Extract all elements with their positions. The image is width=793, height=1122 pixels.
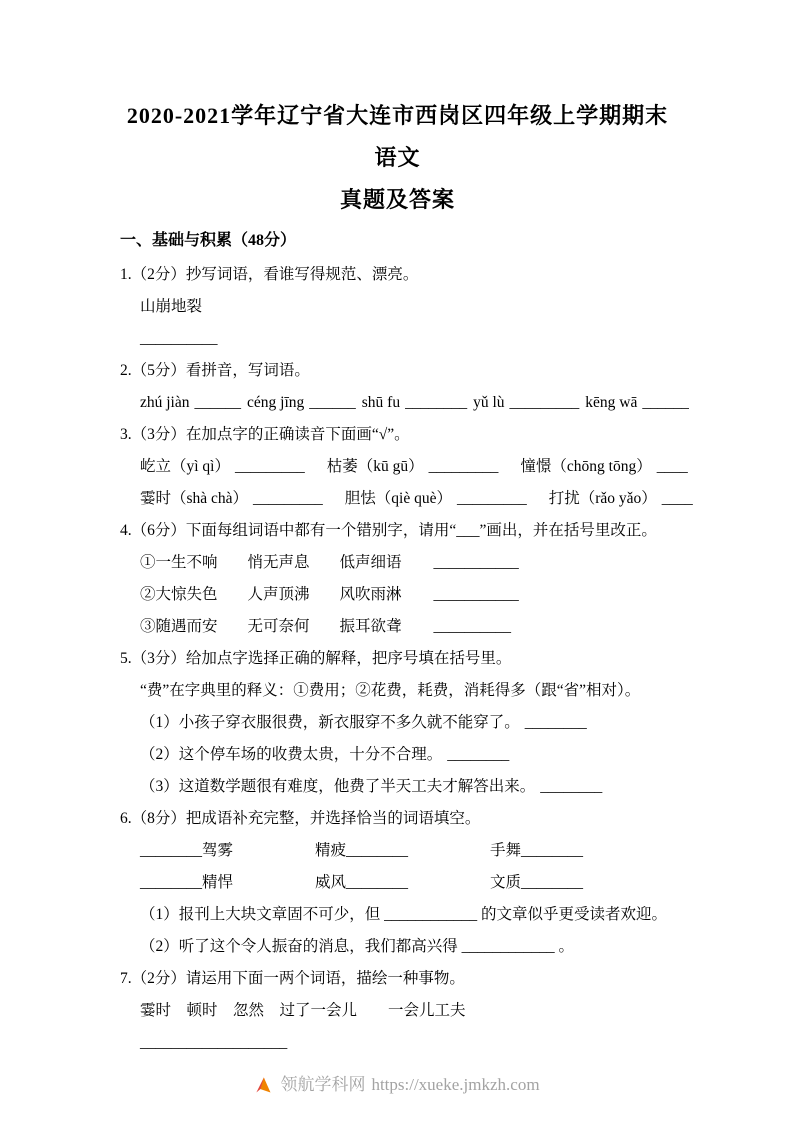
pinyin-text: kēng wā — [585, 394, 638, 411]
q3-word-item — [140, 489, 323, 509]
q3-word-item — [327, 457, 499, 477]
q6-fill-item: （1）报刊上大块文章固不可少，但 ____________ 的文章似乎更受读者欢迎。 — [140, 906, 668, 923]
answer-blank: ____ — [656, 458, 688, 475]
answer-blank: ________ — [447, 746, 510, 763]
answer-blank: _________ — [253, 490, 323, 507]
word-text: 憧憬（chōng tōng） — [520, 458, 652, 475]
idiom-cell: 文质________ — [490, 874, 584, 891]
q3-word-item — [345, 489, 527, 509]
q1-copy-word: 山崩地裂 — [140, 298, 203, 315]
answer-blank: ________ — [524, 714, 587, 731]
q5-item — [120, 777, 675, 797]
word-text: 打扰（rǎo yǎo） — [548, 490, 657, 507]
footer-site-name: 领航学科网 — [280, 1075, 366, 1094]
q6-fill-item: （2）听了这个令人振奋的消息，我们都高兴得 ____________ 。 — [140, 938, 575, 955]
answer-blank: ___________ — [433, 554, 519, 571]
word-text: 胆怯（qiè què） — [344, 490, 452, 507]
sentence-text: （3）这道数学题很有难度，他费了半天工夫才解答出来。 — [140, 778, 536, 795]
q2-stem: 2.（5分）看拼音，写词语。 — [120, 362, 310, 379]
answer-blank: ______ — [309, 394, 356, 411]
word-text: 霎时（shà chà） — [140, 490, 249, 507]
page-footer — [0, 1074, 793, 1096]
q7-stem: 7.（2分）请运用下面一两个词语，描绘一种事物。 — [120, 970, 465, 987]
q2-pinyin-item — [473, 393, 579, 413]
q3-word-item — [549, 489, 693, 509]
pinyin-text: yǔ lù — [473, 394, 505, 411]
q4-row — [120, 585, 675, 605]
q3-stem: 3.（3分）在加点字的正确读音下面画“√”。 — [120, 426, 410, 443]
q1-stem: 1.（2分）抄写词语，看谁写得规范、漂亮。 — [120, 266, 419, 283]
q3-word-item — [140, 457, 305, 477]
word-group: ①一生不响 — [140, 554, 218, 571]
section-header: 一、基础与积累（48分） — [120, 232, 297, 249]
q4-stem: 4.（6分）下面每组词语中都有一个错别字，请用“___”画出，并在括号里改正。 — [120, 522, 657, 539]
pinyin-text: céng jīng — [247, 394, 305, 411]
pinyin-text: shū fu — [361, 394, 401, 411]
answer-blank: _________ — [457, 490, 527, 507]
word-group: 人声顶沸 — [247, 586, 310, 603]
q3-word-item — [520, 457, 687, 477]
answer-blank: ____ — [661, 490, 693, 507]
answer-blank: __________ — [433, 618, 512, 635]
sentence-text: （1）小孩子穿衣服很费，新衣服穿不多久就不能穿了。 — [140, 714, 520, 731]
q2-pinyin-item — [247, 393, 356, 413]
q1-answer-blank: __________ — [140, 330, 218, 347]
q6-stem: 6.（8分）把成语补充完整，并选择恰当的词语填空。 — [120, 810, 481, 827]
answer-blank: ________ — [540, 778, 603, 795]
q6-idiom-row — [120, 841, 675, 861]
answer-blank: _________ — [509, 394, 580, 411]
q3-row — [120, 457, 688, 477]
answer-blank: ______ — [194, 394, 241, 411]
q5-definition-note: “费”在字典里的释义：①费用；②花费，耗费，消耗得多（跟“省”相对）。 — [140, 682, 641, 699]
idiom-cell: 精疲________ — [315, 842, 409, 859]
idiom-cell: ________驾雾 — [140, 842, 234, 859]
answer-blank: _________ — [235, 458, 305, 475]
q4-row — [120, 553, 675, 573]
pinyin-text: zhú jiàn — [140, 394, 190, 411]
idiom-cell: 威风________ — [315, 874, 409, 891]
word-group: 无可奈何 — [247, 618, 310, 635]
q2-pinyin-item — [585, 393, 689, 413]
word-group: 风吹雨淋 — [339, 586, 402, 603]
sentence-text: （2）这个停车场的收费太贵，十分不合理。 — [140, 746, 443, 763]
word-group: 低声细语 — [339, 554, 402, 571]
xueke-logo-icon — [253, 1075, 273, 1095]
answer-blank: ________ — [405, 394, 468, 411]
word-text: 枯萎（kū gū） — [326, 458, 424, 475]
q6-idiom-row — [120, 873, 675, 893]
q4-row — [120, 617, 675, 637]
title-line1: 2020-2021学年辽宁省大连市西岗区四年级上学期期末语文 — [126, 103, 669, 170]
title-line2: 真题及答案 — [339, 187, 455, 212]
q3-row — [120, 489, 693, 509]
footer-link[interactable] — [280, 1074, 539, 1096]
q2-pinyin-row — [120, 393, 689, 413]
word-group: 悄无声息 — [247, 554, 310, 571]
page-title — [120, 95, 675, 221]
idiom-cell: 手舞________ — [490, 842, 584, 859]
q2-pinyin-item — [140, 393, 241, 413]
footer-url: https://xueke.jmkzh.com — [371, 1075, 540, 1094]
q5-item — [120, 713, 675, 733]
q7-answer-blank: ___________________ — [140, 1034, 288, 1051]
answer-blank: ______ — [642, 394, 689, 411]
q5-item — [120, 745, 675, 765]
answer-blank: ___________ — [433, 586, 519, 603]
word-group: 振耳欲聋 — [339, 618, 402, 635]
word-text: 屹立（yì qì） — [140, 458, 230, 475]
q5-stem: 5.（3分）给加点字选择正确的解释，把序号填在括号里。 — [120, 650, 512, 667]
word-group: ③随遇而安 — [140, 618, 218, 635]
idiom-cell: ________精悍 — [140, 874, 234, 891]
q7-word-list: 霎时 顿时 忽然 过了一会儿 一会儿工夫 — [140, 1002, 466, 1019]
q2-pinyin-item — [362, 393, 467, 413]
answer-blank: _________ — [428, 458, 499, 475]
word-group: ②大惊失色 — [140, 586, 218, 603]
